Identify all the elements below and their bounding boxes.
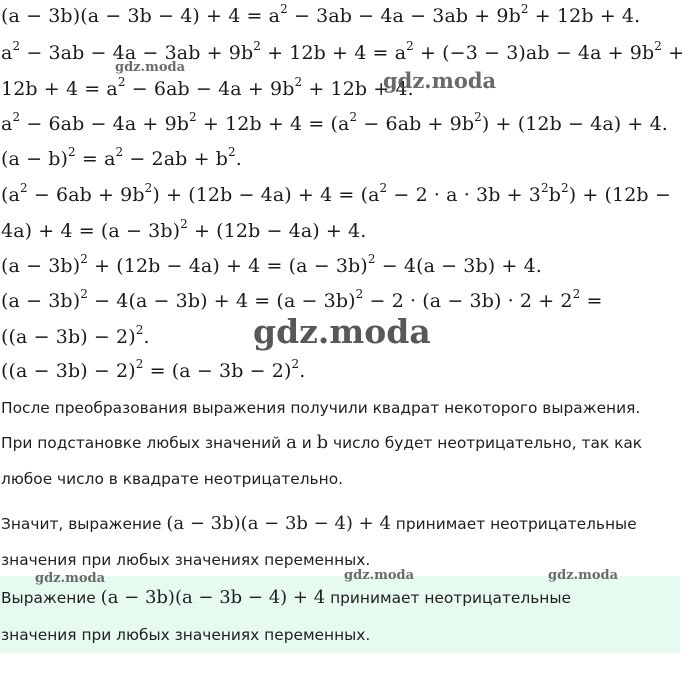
math-text: + 12b + 4 = a xyxy=(260,42,407,64)
conclusion-line-1 xyxy=(1,513,637,535)
math-text: a xyxy=(1,113,13,135)
math-text: (a − 3b) xyxy=(1,290,81,312)
exponent: 2 xyxy=(349,110,358,124)
math-text: ((a − 3b) − 2) xyxy=(1,326,136,348)
math-text: ) + (12b − 4a) + 4. xyxy=(481,113,668,135)
math-text: . xyxy=(235,148,242,170)
exponent: 2 xyxy=(115,145,124,159)
math-text: b xyxy=(548,184,561,206)
exponent: 2 xyxy=(144,181,153,195)
watermark: gdz.moda xyxy=(344,568,415,583)
math-text: − 2 · (a − 3b) · 2 + 2 xyxy=(363,290,573,312)
math-text: + 12b + 4. xyxy=(302,78,414,100)
explanation-line-2 xyxy=(1,432,642,454)
math-text: + (−3 − 3)ab − 4a + 9b xyxy=(413,42,655,64)
exponent: 2 xyxy=(180,217,188,231)
math-text: − 6ab − 4a + 9b xyxy=(125,78,295,100)
math-text: = xyxy=(580,290,603,312)
exponent: 2 xyxy=(654,39,662,53)
exponent: 2 xyxy=(117,75,126,89)
math-text: + 12b + 4. xyxy=(528,5,641,27)
math-text: . xyxy=(143,326,150,348)
solution-line xyxy=(1,147,242,171)
math-text: − 2 · a · 3b + 3 xyxy=(387,184,541,206)
math-text: + (12b − 4a) + 4. xyxy=(187,220,367,242)
exponent: 2 xyxy=(189,110,197,124)
math-text: − 4(a − 3b) + 4 = (a − 3b) xyxy=(87,290,356,312)
math-text: − 3ab − 4a − 3ab + 9b xyxy=(20,42,254,64)
variable-b: b xyxy=(316,432,329,453)
solution-line xyxy=(1,41,684,65)
solution-line xyxy=(1,77,414,101)
answer-line-1 xyxy=(1,587,571,609)
math-text: + xyxy=(662,42,684,64)
watermark: gdz.moda xyxy=(35,571,106,586)
math-text: − 4(a − 3b) + 4. xyxy=(375,255,542,277)
explanation-line-3: любое число в квадрате неотрицательно. xyxy=(1,470,343,488)
exponent: 2 xyxy=(572,287,581,301)
exponent: 2 xyxy=(406,39,414,53)
conclusion-expression: (a − 3b)(a − 3b − 4) + 4 xyxy=(166,513,391,534)
math-text: (a − b) xyxy=(1,148,69,170)
solution-line xyxy=(1,289,603,313)
math-text: − 6ab + 9b xyxy=(357,113,475,135)
math-text: = a xyxy=(75,148,116,170)
solution-line xyxy=(1,359,305,383)
exponent: 2 xyxy=(474,110,482,124)
math-text: − 6ab − 4a + 9b xyxy=(20,113,190,135)
explanation-text: и xyxy=(296,434,317,452)
conclusion-text: принимает неотрицательные xyxy=(390,515,637,533)
math-text: + (12b − 4a) + 4 = (a − 3b) xyxy=(87,255,368,277)
math-text: = (a − 3b − 2) xyxy=(143,360,292,382)
watermark: gdz.moda xyxy=(383,68,497,93)
exponent: 2 xyxy=(355,287,364,301)
solution-line xyxy=(1,254,542,278)
exponent: 2 xyxy=(379,181,388,195)
math-text: − 6ab + 9b xyxy=(27,184,145,206)
math-text: 12b + 4 = a xyxy=(1,78,118,100)
exponent: 2 xyxy=(68,145,76,159)
math-text: ) + (12b − xyxy=(568,184,671,206)
exponent: 2 xyxy=(520,2,529,16)
answer-text: Выражение xyxy=(1,589,101,607)
solution-line xyxy=(1,183,671,207)
exponent: 2 xyxy=(294,75,303,89)
exponent: 2 xyxy=(228,145,236,159)
answer-line-2: значения при любых значениях переменных. xyxy=(1,626,371,644)
watermark: gdz.moda xyxy=(115,60,186,75)
exponent: 2 xyxy=(19,181,28,195)
explanation-line-1: После преобразования выражения получили квадрат некоторого выражения. xyxy=(1,399,641,417)
math-text: (a − 3b) xyxy=(1,255,81,277)
math-text: ((a − 3b) − 2) xyxy=(1,360,136,382)
math-text: a xyxy=(1,42,13,64)
exponent: 2 xyxy=(280,2,288,16)
solution-line xyxy=(1,325,150,349)
exponent: 2 xyxy=(80,252,88,266)
math-text: . xyxy=(299,360,306,382)
explanation-text: число будет неотрицательно, так как xyxy=(328,434,643,452)
conclusion-text: Значит, выражение xyxy=(1,515,167,533)
exponent: 2 xyxy=(12,110,21,124)
math-text: + 12b + 4 = (a xyxy=(196,113,350,135)
exponent: 2 xyxy=(135,323,144,337)
math-text: (a − 3b)(a − 3b − 4) + 4 = a xyxy=(1,5,281,27)
exponent: 2 xyxy=(367,252,376,266)
conclusion-line-2: значения при любых значениях переменных. xyxy=(1,551,371,569)
math-text: (a xyxy=(1,184,20,206)
math-text: ) + (12b − 4a) + 4 = (a xyxy=(152,184,380,206)
math-text: − 2ab + b xyxy=(123,148,228,170)
exponent: 2 xyxy=(560,181,569,195)
variable-a: a xyxy=(286,432,297,453)
explanation-text: При подстановке любых значений xyxy=(1,434,287,452)
watermark: gdz.moda xyxy=(548,568,619,583)
solution-line xyxy=(1,219,366,243)
exponent: 2 xyxy=(135,357,144,371)
math-text: 4a) + 4 = (a − 3b) xyxy=(1,220,181,242)
exponent: 2 xyxy=(80,287,88,301)
solution-line xyxy=(1,112,668,136)
answer-text: принимает неотрицательные xyxy=(325,589,571,607)
exponent: 2 xyxy=(253,39,261,53)
watermark: gdz.moda xyxy=(253,312,431,351)
exponent: 2 xyxy=(291,357,300,371)
math-text: − 3ab − 4a − 3ab + 9b xyxy=(287,5,521,27)
solution-line xyxy=(1,4,640,28)
exponent: 2 xyxy=(540,181,549,195)
exponent: 2 xyxy=(12,39,21,53)
answer-expression: (a − 3b)(a − 3b − 4) + 4 xyxy=(100,587,326,608)
